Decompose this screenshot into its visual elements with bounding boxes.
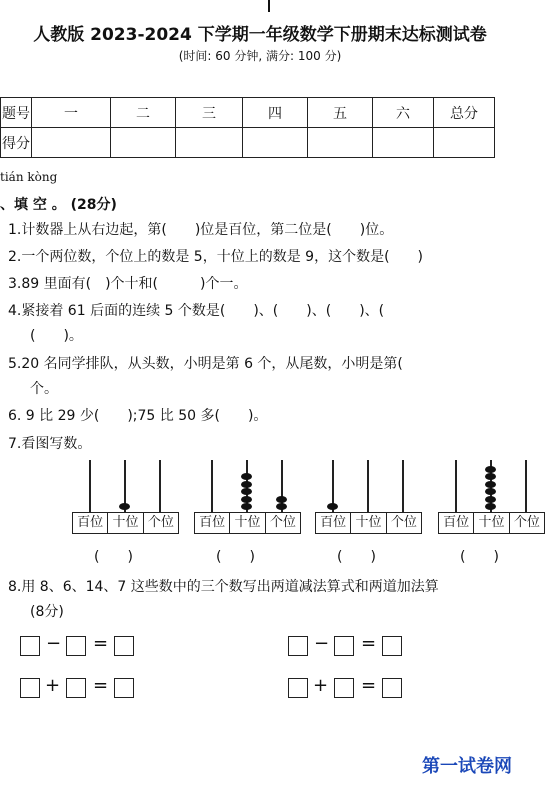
abacus-place-label: 百位 — [316, 513, 351, 533]
question-5: 5.20 名同学排队，从头数，小明是第 6 个，从尾数，小明是第( — [8, 356, 403, 372]
section-pinyin: tián kòng — [0, 170, 58, 184]
answer-box[interactable] — [66, 678, 86, 698]
abacus-answer-blank[interactable]: ( ) — [94, 549, 133, 565]
abacus-place-label: 十位 — [351, 513, 386, 533]
abacus-place-label: 个位 — [147, 515, 174, 530]
abacus-place-label: 百位 — [73, 513, 108, 533]
score-table-label: 得分 — [1, 128, 32, 158]
question-4-continued: ( )。 — [30, 328, 83, 344]
score-table-header-row — [1, 98, 495, 128]
abacus-place-labels — [72, 512, 179, 534]
answer-box[interactable] — [288, 678, 308, 698]
abacus-place-label: 十位 — [108, 513, 143, 533]
abacus-bead — [241, 488, 252, 495]
plus-sign: + — [313, 675, 329, 696]
equals-sign: = — [361, 633, 377, 654]
footer-watermark: 第一试卷网 — [422, 756, 512, 777]
score-cell[interactable] — [176, 128, 243, 158]
question-6: 6. 9 比 29 少( );75 比 50 多( )。 — [8, 408, 268, 424]
abacus-bead — [485, 473, 496, 480]
score-table-col: 三 — [176, 98, 243, 128]
score-table-score-row — [1, 128, 495, 158]
abacus-rod — [367, 460, 369, 512]
abacus-bead — [485, 466, 496, 473]
abacus-place-label: 十位 — [474, 513, 509, 533]
question-2: 2.一个两位数，个位上的数是 5，十位上的数是 9，这个数是( ) — [8, 249, 423, 265]
equals-sign: = — [93, 675, 109, 696]
score-cell[interactable] — [373, 128, 434, 158]
abacus-place-labels — [438, 512, 545, 534]
score-table-col: 六 — [373, 98, 434, 128]
answer-box[interactable] — [20, 636, 40, 656]
abacus-rod — [159, 460, 161, 512]
abacus-answer-blank[interactable]: ( ) — [216, 549, 255, 565]
answer-box[interactable] — [382, 678, 402, 698]
abacus-bead — [485, 503, 496, 510]
question-7: 7.看图写数。 — [8, 436, 92, 452]
abacus-place-labels — [315, 512, 422, 534]
abacus-bead — [241, 496, 252, 503]
question-5-continued: 个。 — [30, 381, 58, 397]
minus-sign: − — [314, 633, 330, 654]
plus-sign: + — [45, 675, 61, 696]
score-table-col: 二 — [111, 98, 176, 128]
answer-box[interactable] — [334, 678, 354, 698]
abacus-bead — [276, 503, 287, 510]
score-cell[interactable] — [111, 128, 176, 158]
abacus-place-label: 个位 — [390, 515, 417, 530]
section-heading: 、填 空 。 (28分) — [0, 197, 117, 213]
abacus-bead — [241, 503, 252, 510]
abacus-place-label: 十位 — [230, 513, 265, 533]
answer-box[interactable] — [66, 636, 86, 656]
score-table-col: 四 — [243, 98, 308, 128]
answer-box[interactable] — [20, 678, 40, 698]
score-table — [0, 97, 495, 158]
answer-box[interactable] — [288, 636, 308, 656]
abacus-bead — [241, 481, 252, 488]
score-table-col: 一 — [32, 98, 111, 128]
score-cell[interactable] — [32, 128, 111, 158]
equals-sign: = — [361, 675, 377, 696]
abacus-bead — [241, 473, 252, 480]
abacus-rod — [455, 460, 457, 512]
abacus-rod — [525, 460, 527, 512]
abacus-bead — [485, 488, 496, 495]
abacus-bead — [276, 496, 287, 503]
question-3: 3.89 里面有( )个十和( )个一。 — [8, 276, 248, 292]
abacus-answer-blank[interactable]: ( ) — [337, 549, 376, 565]
abacus-rod — [89, 460, 91, 512]
abacus-bead — [485, 496, 496, 503]
equals-sign: = — [93, 633, 109, 654]
question-1: 1.计数器上从右边起，第( )位是百位，第二位是( )位。 — [8, 222, 394, 238]
question-8-continued: (8分) — [30, 604, 64, 620]
score-cell[interactable] — [434, 128, 495, 158]
score-table-col: 五 — [308, 98, 373, 128]
answer-box[interactable] — [382, 636, 402, 656]
abacus-rod — [211, 460, 213, 512]
abacus-bead — [485, 481, 496, 488]
question-8: 8.用 8、6、14、7 这些数中的三个数写出两道减法算式和两道加法算 — [8, 579, 439, 595]
abacus-place-label: 个位 — [269, 515, 296, 530]
abacus-place-labels — [194, 512, 301, 534]
abacus-bead — [119, 503, 130, 510]
abacus-place-label: 百位 — [195, 513, 230, 533]
abacus-rod — [402, 460, 404, 512]
score-cell[interactable] — [243, 128, 308, 158]
page-title: 人教版 2023-2024 下学期一年级数学下册期末达标测试卷 — [33, 25, 487, 45]
answer-box[interactable] — [114, 636, 134, 656]
abacus-place-label: 百位 — [439, 513, 474, 533]
abacus-answer-blank[interactable]: ( ) — [460, 549, 499, 565]
answer-box[interactable] — [334, 636, 354, 656]
page-subtitle: (时间: 60 分钟, 满分: 100 分) — [178, 49, 342, 63]
score-table-label: 题号 — [1, 98, 32, 128]
abacus-bead — [327, 503, 338, 510]
answer-box[interactable] — [114, 678, 134, 698]
minus-sign: − — [46, 633, 62, 654]
top-margin-mark — [268, 0, 270, 12]
score-table-col: 总分 — [434, 98, 495, 128]
score-cell[interactable] — [308, 128, 373, 158]
abacus-place-label: 个位 — [513, 515, 540, 530]
question-4: 4.紧接着 61 后面的连续 5 个数是( )、( )、( )、( — [8, 303, 385, 319]
